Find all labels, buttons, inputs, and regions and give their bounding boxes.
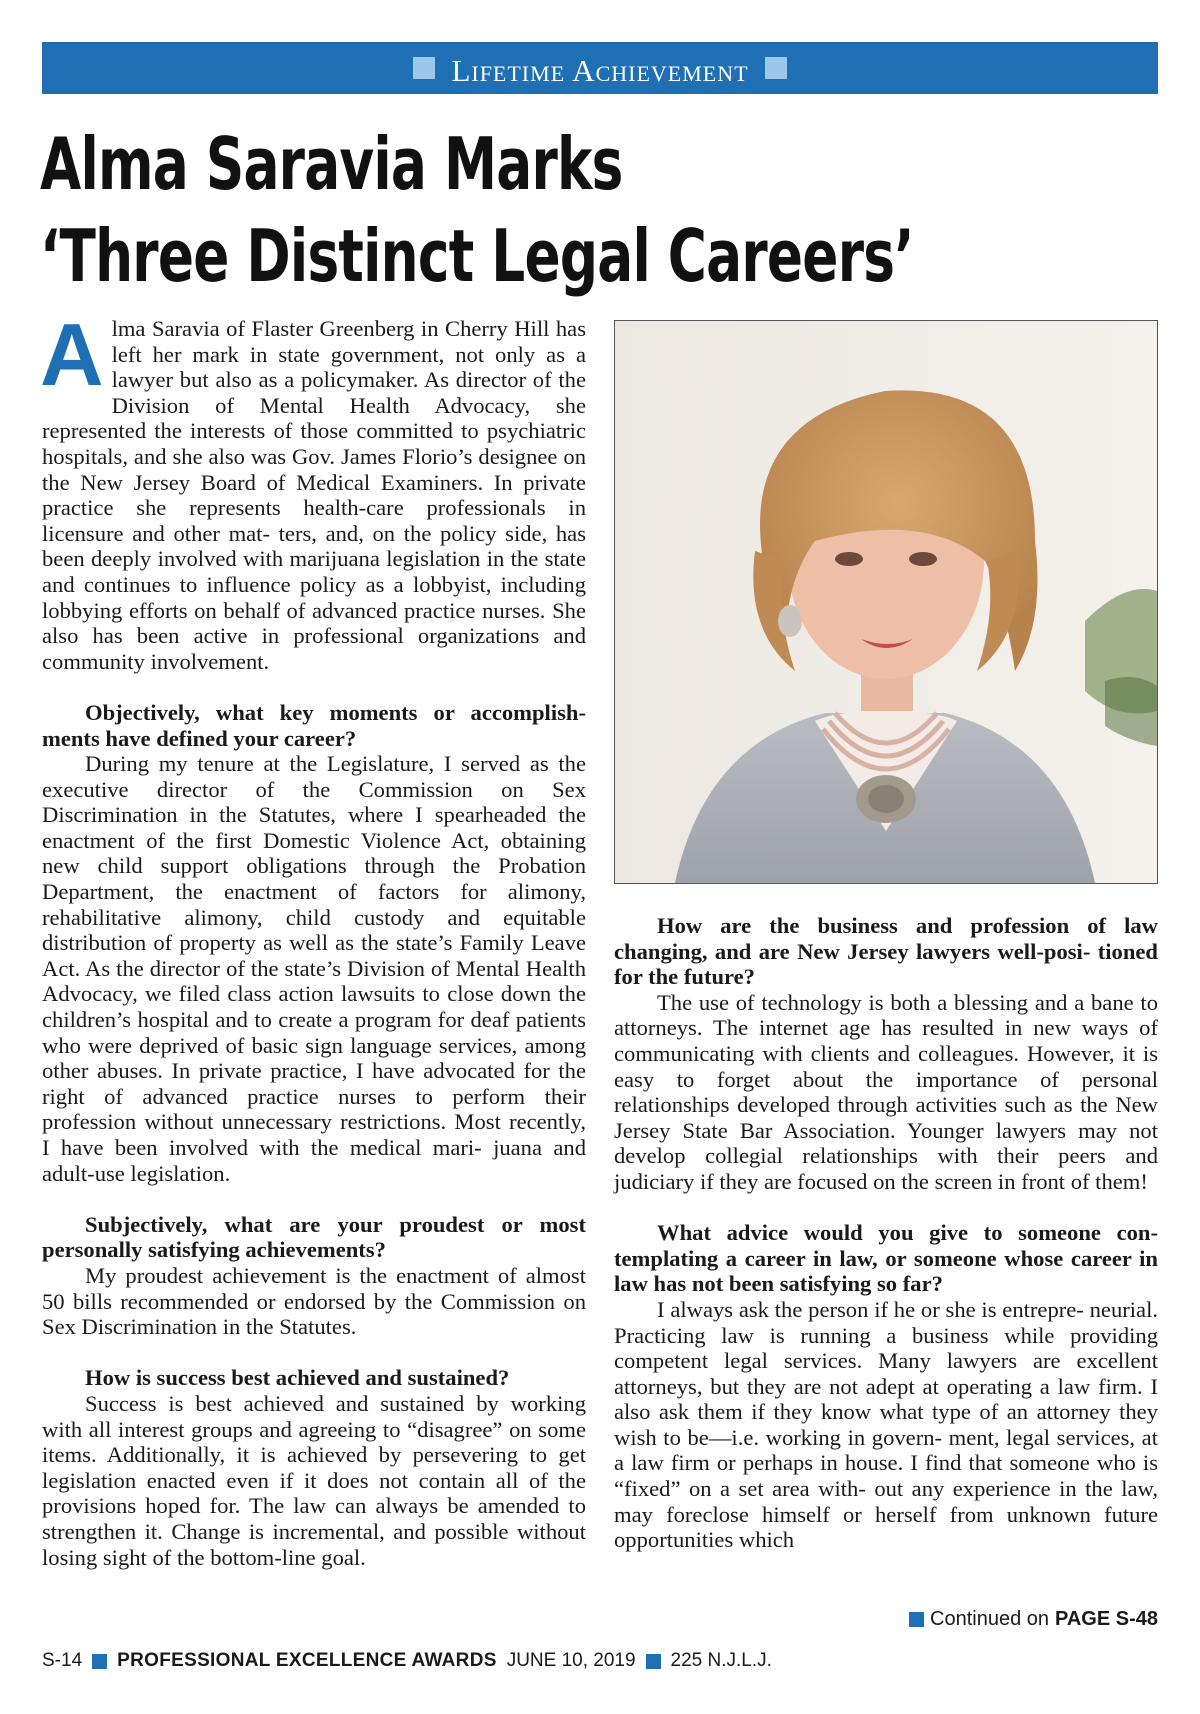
- continued-note: [909, 1608, 1158, 1631]
- issue-date: JUNE 10, 2019: [506, 1650, 636, 1671]
- drop-cap: A: [40, 305, 104, 404]
- answer-1: During my tenure at the Legislature, I served as the executive director of the Commission on Sex Discrimination in the Statutes, where I spearheaded the enactment of the first Domestic Violence Act, obtaining new child support obligations through the Probation Department, the enactment of factors for alimony, rehabilitative alimony, child custody and equitable distribution of property as well as the state’s Family Leave Act. As the director of the state’s Division of Mental Health Advocacy, we filed class action lawsuits to close down the children’s hospital and to create a program for deaf patients who were deprived of basic sign language services, among other abuses. In private practice, I have advocated for the right of advanced practice nurses to perform their profession without unnecessary restrictions. Most recently, I have been involved with the medical mari- juana and adult-use legislation.: [42, 751, 586, 1186]
- right-column: [614, 913, 1158, 1553]
- intro-paragraph: [40, 305, 586, 674]
- square-icon: [92, 1654, 107, 1669]
- publication-name: PROFESSIONAL EXCELLENCE AWARDS: [117, 1650, 497, 1671]
- section-banner: [42, 42, 1158, 94]
- volume: 225 N.J.L.J.: [670, 1650, 772, 1671]
- question-1: Objectively, what key moments or accomplish- ments have defined your career?: [42, 699, 586, 751]
- question-5: What advice would you give to someone con- templating a career in law, or someone whose career in law has not been satisfying so far?: [614, 1220, 1158, 1297]
- continued-page: PAGE S-48: [1055, 1608, 1158, 1630]
- question-3: How is success best achieved and sustained?: [85, 1365, 510, 1391]
- page-footer: [42, 1650, 772, 1672]
- question-4: How are the business and profession of law changing, and are New Jersey lawyers well-posi- tioned for the future?: [614, 913, 1158, 990]
- continued-prefix: Continued on: [930, 1608, 1049, 1630]
- answer-3: Success is best achieved and sustained by working with all interest groups and agreeing to “disagree” on some items. Additionally, it is achieved by persevering to get legislation enacted even if it does not contain all of the provisions hoped for. The law can always be amended to strengthen it. Change is incremental, and possible without losing sight of the bottom-line goal.: [42, 1390, 586, 1570]
- answer-4: The use of technology is both a blessing and a bane to attorneys. The internet age has resulted in new ways of communicating with clients and colleagues. However, it is easy to forget about the importance of personal relationships developed through activities such as the New Jersey State Bar Association. Younger lawyers may not develop collegial relationships with their peers and judiciary if they are focused on the screen in front of them!: [614, 989, 1158, 1194]
- section-title: Lifetime Achievement: [451, 53, 749, 88]
- headline-line-1: Alma Saravia Marks: [40, 122, 623, 206]
- answer-2: My proudest achievement is the enactment of almost 50 bills recommended or endorsed by the Commission on Sex Discrimination in the Statutes.: [42, 1262, 586, 1340]
- page-number: S-14: [42, 1650, 83, 1671]
- square-icon: [765, 57, 787, 79]
- square-icon: [646, 1654, 661, 1669]
- square-icon: [909, 1612, 924, 1627]
- left-column: [40, 305, 586, 1570]
- answer-5: I always ask the person if he or she is entrepre- neurial. Practicing law is running a business while providing competent legal services. Many lawyers are excellent attorneys, but they are not adept at operating a law firm. I also ask them if they know what type of an attorney they wish to be—i.e. working in govern- ment, legal services, at a law firm or perhaps in house. I find that someone who is “fixed” on a set area with- out any experience in the law, may foreclose himself or herself from unknown future opportunities which: [614, 1296, 1158, 1553]
- headline-line-2: ‘Three Distinct Legal Careers’: [40, 214, 914, 298]
- question-2: Subjectively, what are your proudest or most personally satisfying achievements?: [42, 1211, 586, 1263]
- headline: [40, 118, 914, 302]
- portrait-photo: [614, 320, 1158, 884]
- intro-text: lma Saravia of Flaster Greenberg in Cherry Hill has left her mark in state government, not only as a lawyer but also as a policymaker. As director of the Division of Mental Health Advocacy, she represented the interests of those committed to psychiatric hospitals, and she also was Gov. James Florio’s designee on the New Jersey Board of Medical Examiners. In private practice she represents health-care professionals in licensure and other mat- ters, and, on the policy side, has been deeply involved with marijuana legislation in the state and continues to influence policy as a lobbyist, including lobbying efforts on behalf of advanced practice nurses. She also has been active in professional organizations and community involvement.: [42, 316, 586, 674]
- square-icon: [413, 57, 435, 79]
